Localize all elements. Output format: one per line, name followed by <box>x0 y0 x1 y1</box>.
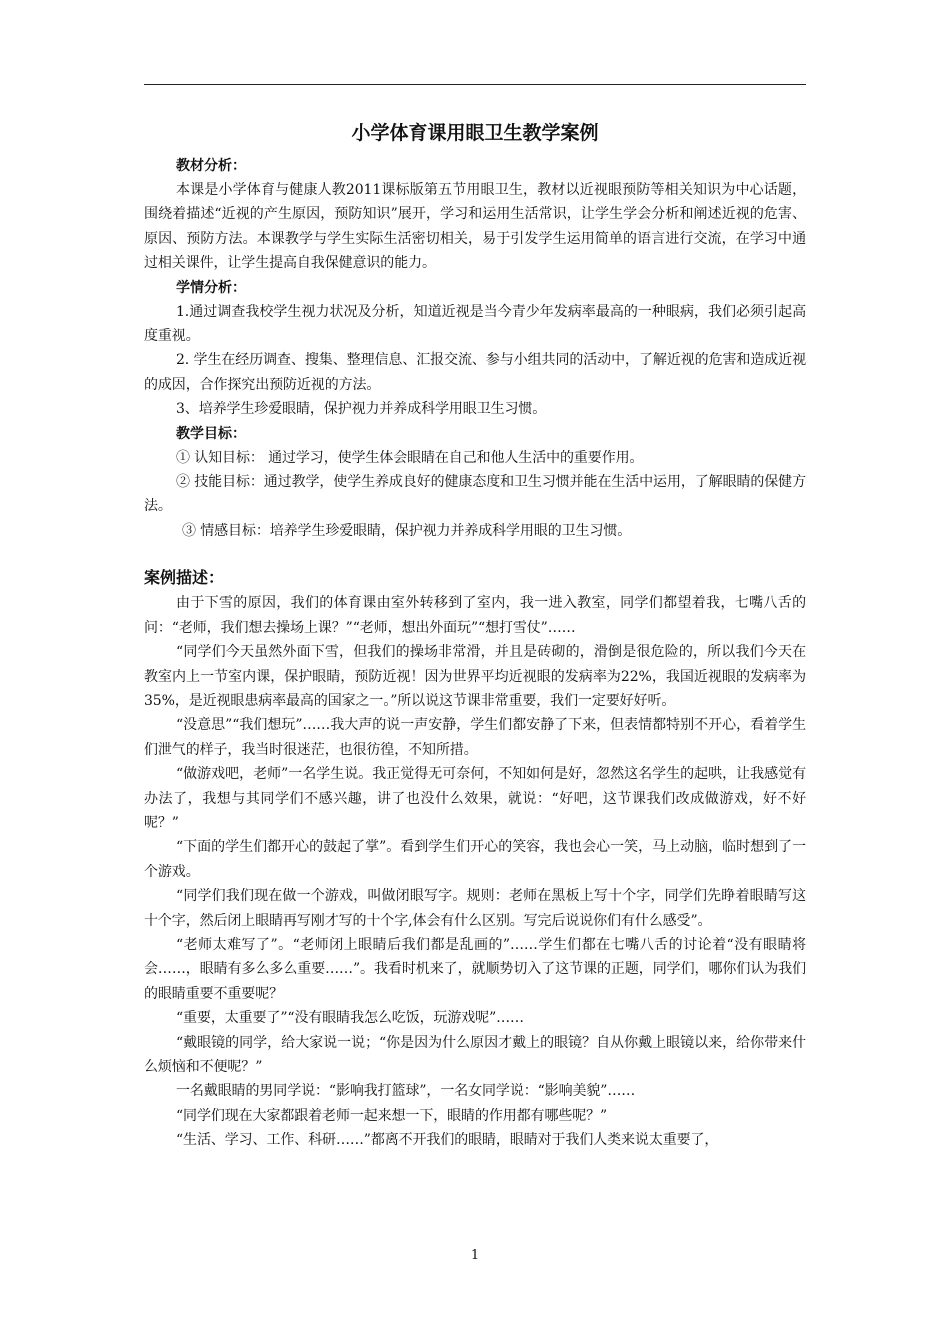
learner-analysis-item-3: 3、培养学生珍爱眼睛，保护视力并养成科学用眼卫生习惯。 <box>176 401 547 418</box>
case-paragraph: “生活、学习、工作、科研……”都离不开我们的眼睛，眼睛对于我们人类来说太重要了， <box>176 1132 719 1149</box>
case-paragraph: “同学们我们现在做一个游戏，叫做闭眼写字。规则：老师在黑板上写十个字，同学们先睁着眼睛写这十个字，然后闭上眼睛再写刚才写的十个字,体会有什么区别。写完后说说你们有什么感受”。 <box>144 888 806 929</box>
case-paragraph: “没意思”“我们想玩”……我大声的说一声安静，学生们都安静了下来，但表情都特别不开心，看着学生们泄气的样子，我当时很迷茫，也很彷徨，不知所措。 <box>144 717 806 758</box>
case-paragraph: “做游戏吧，老师”一名学生说。我正觉得无可奈何，不知如何是好，忽然这名学生的起哄，让我感觉有办法了，我想与其同学们不感兴趣，讲了也没什么效果，就说：“好吧，这节课我们改成做游戏，好不好呢？” <box>144 766 806 831</box>
case-paragraph: “同学们现在大家都跟着老师一起来想一下，眼睛的作用都有哪些呢？” <box>176 1107 608 1124</box>
goal-skill: ② 技能目标：通过教学，使学生养成良好的健康态度和卫生习惯并能在生活中运用，了解眼睛的保健方法。 <box>144 474 806 515</box>
material-analysis-paragraph: 本课是小学体育与健康人教2011课标版第五节用眼卫生，教材以近视眼预防等相关知识为中心话题，围绕着描述“近视的产生原因，预防知识”展开，学习和运用生活常识，让学生学会分析和阐述近视的危害、原因、预防方法。本课教学与学生实际生活密切相关，易于引发学生运用简单的语言进行交流，在学习中通过相关课件，让学生提高自我保健意识的能力。 <box>144 182 806 272</box>
case-paragraph: 由于下雪的原因，我们的体育课由室外转移到了室内，我一进入教室，同学们都望着我，七嘴八舌的问：“老师，我们想去操场上课？”“老师，想出外面玩”“想打雪仗”…… <box>144 595 806 636</box>
case-paragraph: “老师太难写了”。“老师闭上眼睛后我们都是乱画的”……学生们都在七嘴八舌的讨论着“没有眼睛将会……，眼睛有多么多么重要……”。我看时机来了，就顺势切入了这节课的正题，同学们，哪你们认为我们的眼睛重要不重要呢？ <box>144 936 806 1002</box>
header-rule <box>144 84 806 85</box>
case-paragraph: 一名戴眼睛的男同学说：“影响我打篮球”，一名女同学说：“影响美貌”…… <box>176 1083 636 1100</box>
document-title: 小学体育课用眼卫生教学案例 <box>351 122 599 144</box>
page-number: 1 <box>470 1248 480 1263</box>
goal-cognitive: ① 认知目标： 通过学习，使学生体会眼睛在自己和他人生活中的重要作用。 <box>176 449 644 466</box>
material-analysis-heading: 教材分析： <box>176 158 246 174</box>
case-paragraph: “戴眼镜的同学，给大家说一说；“你是因为什么原因才戴上的眼镜？自从你戴上眼镜以来，给你带来什么烦恼和不便呢？” <box>144 1034 806 1075</box>
case-paragraph: “重要，太重要了”“没有眼睛我怎么吃饭，玩游戏呢”…… <box>176 1010 524 1027</box>
learner-analysis-heading: 学情分析： <box>176 279 246 296</box>
learner-analysis-item-1: 1.通过调查我校学生视力状况及分析，知道近视是当今青少年发病率最高的一种眼病，我们必须引起高度重视。 <box>144 303 806 345</box>
case-paragraph: “同学们今天虽然外面下雪，但我们的操场非常滑，并且是砖砌的，滑倒是很危险的，所以我们今天在教室内上一节室内课，保护眼睛，预防近视！因为世界平均近视眼的发病率为22%，我国近视眼的发病率为35%，是近视眼患病率最高的国家之一。”所以说这节课非常重要，我们一定要好好听。 <box>144 644 806 709</box>
teaching-goals-heading: 教学目标： <box>176 425 246 442</box>
goal-emotional: ③ 情感目标：培养学生珍爱眼睛，保护视力并养成科学用眼的卫生习惯。 <box>182 522 632 539</box>
case-paragraph: “下面的学生们都开心的鼓起了掌”。看到学生们开心的笑容，我也会心一笑，马上动脑，临时想到了一个游戏。 <box>144 839 806 880</box>
case-description-heading: 案例描述： <box>144 568 225 588</box>
document-body <box>144 120 806 1153</box>
learner-analysis-item-2: 2. 学生在经历调查、搜集、整理信息、汇报交流、参与小组共同的活动中，了解近视的危害和造成近视的成因，合作探究出预防近视的方法。 <box>144 352 806 393</box>
